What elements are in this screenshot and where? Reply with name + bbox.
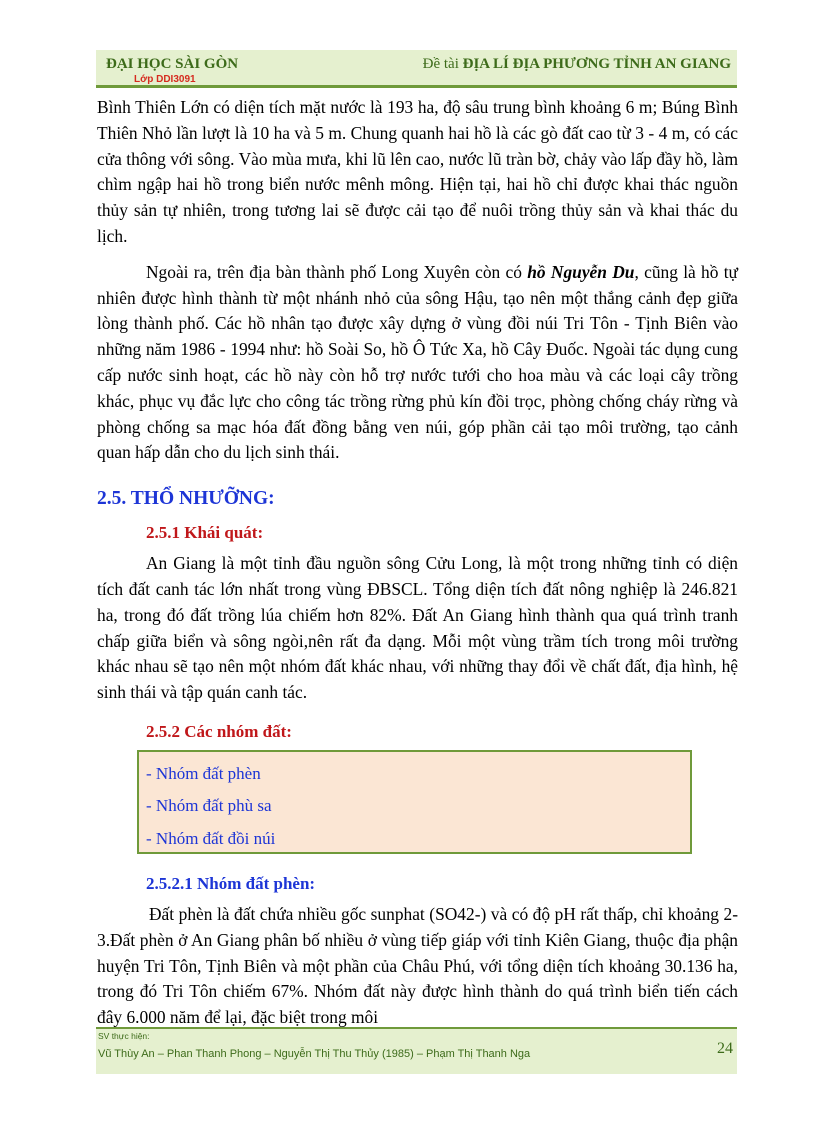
footer-label: SV thực hiện: <box>98 1031 150 1041</box>
university-name: ĐẠI HỌC SÀI GÒN <box>106 56 239 72</box>
emphasis-text: hồ Nguyễn Du <box>527 261 635 282</box>
paragraph-text: , cũng là hồ tự nhiên được hình thành từ một nhánh nhỏ của sông Hậu, tạo nên một thắng cảnh đẹp giữa lòng thành phố. Các hồ nhân tạo được xây dựng ở vùng đồi núi Tri Tôn - Tịnh Biên vào những năm 1986 - 1994 như: hồ Soài So, hồ Ô Tức Xa, hồ Cây Đuốc. Ngoài tác dụng cung cấp nước sinh hoạt, các hồ này còn hỗ trợ nước tưới cho hoa màu và các loại cây trồng khác, phục vụ đắc lực cho công tác trồng rừng phủ kín đồi trọc, phòng chống cháy rừng và phòng chống sa mạc hóa đất đồng bằng ven núi, góp phần cải tạo môi trường, tạo cảnh quan hấp dẫn cho du lịch sinh thái. <box>97 261 738 463</box>
paragraph-acid-soil: Đất phèn là đất chứa nhiều gốc sunphat (SO42-) và có độ pH rất thấp, chỉ khoảng 2-3.Đất phèn ở An Giang phân bố nhiều ở vùng tiếp giáp với tỉnh Kiên Giang, thuộc địa phận huyện Tri Tôn, Tịnh Biên và một phần của Châu Phú, với tổng diện tích khoảng 30.136 ha, trong đó Tri Tôn chiếm 67%. Nhóm đất này được hình thành do quá trình biển tiến cách đây 6.000 năm để lại, đặc biệt trong môi <box>97 903 738 1028</box>
class-code: Lớp DDI3091 <box>134 74 196 85</box>
list-item: - Nhóm đất phèn <box>146 763 261 783</box>
page-content <box>97 95 738 1031</box>
page-number: 24 <box>717 1040 733 1057</box>
subsubsection-heading: 2.5.2.1 Nhóm đất phèn: <box>146 873 316 893</box>
subsection-heading: 2.5.2 Các nhóm đất: <box>146 721 292 741</box>
soil-groups-box <box>137 750 692 854</box>
topic-name: ĐỊA LÍ ĐỊA PHƯƠNG TỈNH AN GIANG <box>462 56 731 72</box>
paragraph-long-xuyen <box>97 260 738 466</box>
section-heading: 2.5. THỔ NHƯỠNG: <box>97 488 275 510</box>
page-header <box>96 50 737 88</box>
list-item: - Nhóm đất đồi núi <box>146 828 276 848</box>
page-footer <box>96 1027 737 1074</box>
paragraph-text: Ngoài ra, trên địa bàn thành phố Long Xuyên còn có <box>146 261 528 282</box>
topic-prefix: Đề tài <box>422 56 459 72</box>
footer-authors: Vũ Thùy An – Phan Thanh Phong – Nguyễn Thị Thu Thủy (1985) – Phạm Thị Thanh Nga <box>98 1048 531 1060</box>
paragraph-lakes: Bình Thiên Lớn có diện tích mặt nước là 193 ha, độ sâu trung bình khoảng 6 m; Búng Bình Thiên Nhỏ lần lượt là 10 ha và 5 m. Chung quanh hai hồ là các gò đất cao từ 3 - 4 m, có các cửa thông với sông. Vào mùa mưa, khi lũ lên cao, nước lũ tràn bờ, chảy vào lấp đầy hồ, làm chìm ngập hai hồ trong biển nước mênh mông. Hiện tại, hai hồ chỉ được khai thác nguồn thủy sản tự nhiên, trong tương lai sẽ được cải tạo để nuôi trồng thủy sản và khai thác du lịch. <box>97 97 738 246</box>
topic-title <box>423 56 731 73</box>
paragraph-overview: An Giang là một tỉnh đầu nguồn sông Cửu Long, là một trong những tỉnh có diện tích đất canh tác lớn nhất trong vùng ĐBSCL. Tổng diện tích đất nông nghiệp là 246.821 ha, trong đó đất trồng lúa chiếm hơn 82%. Đất An Giang hình thành qua quá trình tranh chấp giữa biển và sông ngòi,nên rất đa dạng. Mỗi một vùng trầm tích trong môi trường khác nhau sẽ tạo nên một nhóm đất khác nhau, với những thay đổi về chất đất, địa hình, hệ sinh thái và tập quán canh tác. <box>97 553 738 703</box>
list-item: - Nhóm đất phù sa <box>146 796 272 816</box>
subsection-heading: 2.5.1 Khái quát: <box>146 523 264 543</box>
